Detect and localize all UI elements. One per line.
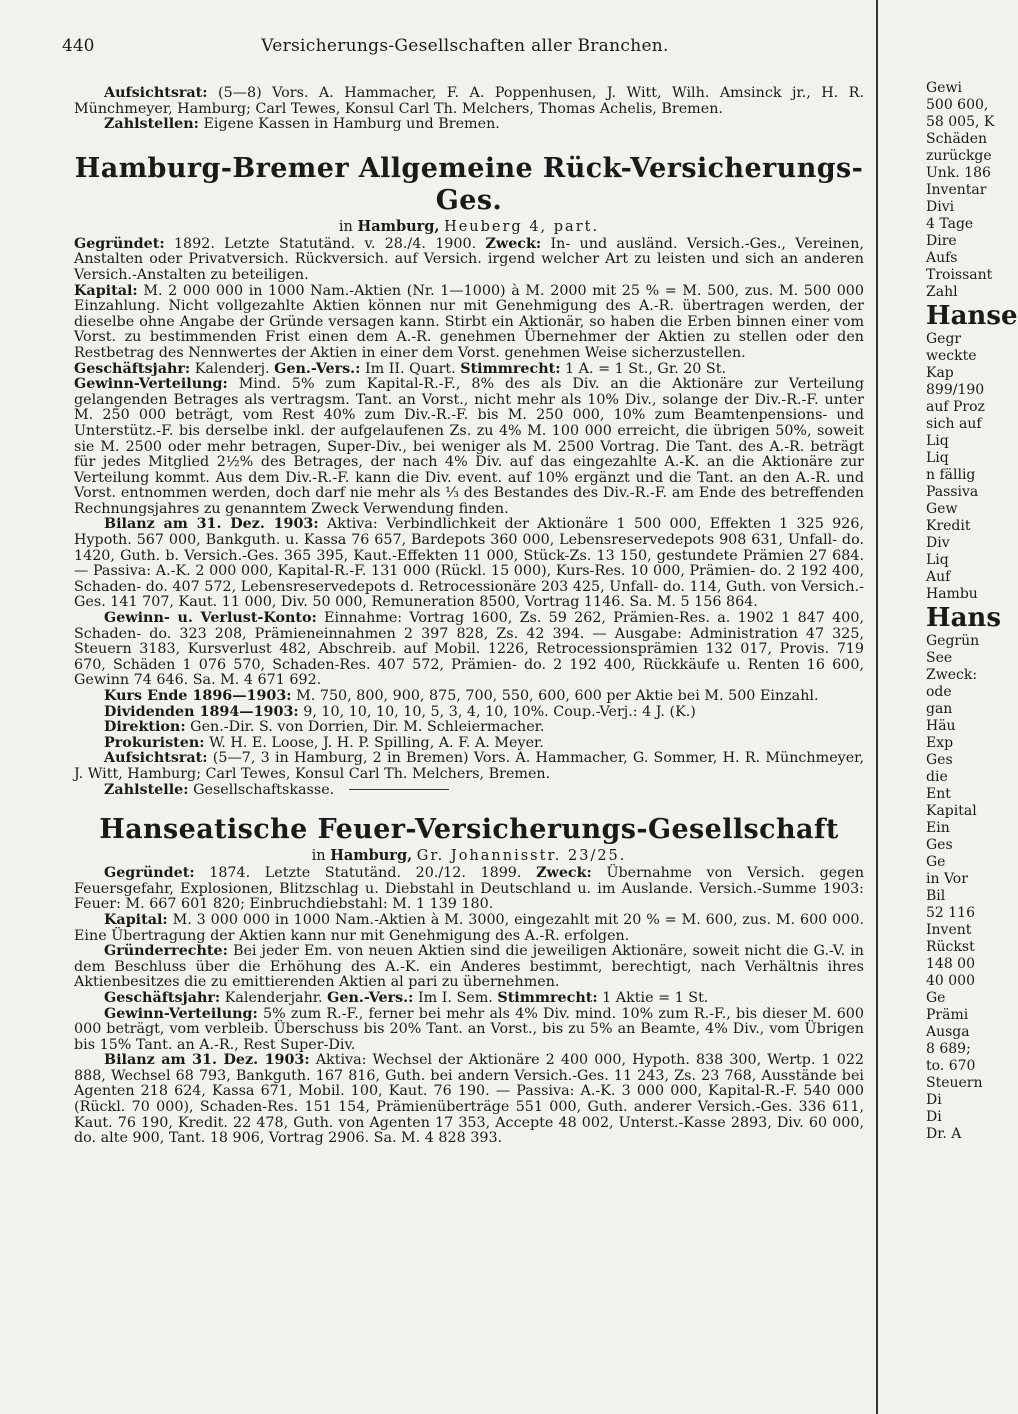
facing-page-line: ode (926, 684, 952, 700)
field-text: 1 A. = 1 St., Gr. 20 St. (565, 360, 727, 377)
field-label: Gen.-Vers.: (274, 360, 361, 377)
facing-page-line: Divi (926, 199, 955, 215)
company1-prokuristen (74, 736, 864, 752)
field-text: Im II. Quart. (364, 360, 456, 377)
field-label: Prokuristen: (104, 734, 205, 751)
company1-gegruendet (74, 237, 864, 284)
facing-page-line: auf Proz (926, 399, 985, 415)
field-label: Gewinn-Verteilung: (104, 1005, 258, 1022)
facing-page-line: Di (926, 1092, 942, 1108)
facing-page-line: Ausga (926, 1024, 970, 1040)
company2-gruenderrechte (74, 944, 864, 991)
field-label: Kapital: (74, 282, 138, 299)
field-text: Eigene Kassen in Hamburg und Bremen. (203, 116, 500, 133)
facing-page-line: Aufs (926, 250, 958, 266)
field-label: Gewinn- u. Verlust-Konto: (104, 610, 317, 627)
company2-gewinn (74, 1007, 864, 1054)
facing-page-line: to. 670 (926, 1058, 976, 1074)
field-text: 9, 10, 10, 10, 10, 5, 3, 4, 10, 10%. Coup.-Verj.: 4 J. (K.) (303, 703, 696, 720)
page-number: 440 (62, 36, 95, 56)
facing-page-line: Hanse (926, 301, 1018, 331)
field-text: Kalenderj. (194, 360, 270, 377)
facing-page-line: Liq (926, 433, 949, 449)
field-text: Übernahme von Versich. gegen Feuersgefahr, Explosionen, Blitzschlag u. Diebstahl in Deutschland u. im Auslande. Versich.-Summe 1903: Feuer: M. 667 601 820; Einbruchdiebstahl: M. 1 139 180. (74, 865, 865, 913)
facing-page-line: Troissant (926, 267, 993, 283)
company1-title: Hamburg-Bremer Allgemeine Rück-Versicherungs-Ges. (74, 152, 864, 216)
facing-page-line: zurückge (926, 148, 992, 164)
facing-page-line: Gewi (926, 80, 962, 96)
facing-page-line: Dr. A (926, 1126, 962, 1142)
facing-page-line: See (926, 650, 953, 666)
field-label: Stimmrecht: (460, 360, 561, 377)
facing-page-line: Di (926, 1109, 942, 1125)
field-label: Geschäftsjahr: (74, 360, 191, 377)
running-title: Versicherungs-Gesellschaften aller Branchen. (261, 36, 669, 56)
field-label: Zahlstellen: (104, 116, 199, 133)
field-label: Geschäftsjahr: (104, 989, 221, 1006)
facing-page-line: Inventar (926, 182, 987, 198)
field-label: Aufsichtsrat: (104, 85, 208, 101)
loc-city: Hamburg, (357, 217, 440, 235)
field-text: 5% zum R.-F., ferner bei mehr als 4% Div. mind. 10% zum R.-F., bis dieser M. 600 000 beträgt, vom verbleib. Überschuss bis 20% Tant. an Vorst., bis zu 5% an Beamte, 4% Div., vom Übrigen bis 15% Tant. an A.-R., Rest Super-Div. (74, 1005, 865, 1053)
company2-location (74, 848, 864, 864)
company1-guv (74, 611, 864, 689)
facing-page-line: Ge (926, 990, 946, 1006)
field-text: Im I. Sem. (417, 989, 493, 1006)
field-text: Gen.-Dir. S. von Dorrien, Dir. M. Schleiermacher. (190, 719, 545, 736)
field-label: Bilanz am 31. Dez. 1903: (104, 1052, 310, 1069)
field-label: Gegründet: (104, 865, 195, 882)
facing-page-line: Kap (926, 365, 954, 381)
facing-page-line: Exp (926, 735, 954, 751)
facing-page-line: 148 00 (926, 956, 975, 972)
company1-dividenden (74, 705, 864, 721)
main-column (74, 86, 864, 1147)
loc-street: Gr. Johannisstr. 23/25. (416, 848, 627, 865)
facing-page-line: 58 005, K (926, 114, 995, 130)
field-text: 1 Aktie = 1 St. (602, 989, 709, 1006)
facing-page-line: Dire (926, 233, 957, 249)
facing-page-line: 8 689; (926, 1041, 971, 1057)
facing-page-line: Gew (926, 501, 958, 517)
field-label: Dividenden 1894—1903: (104, 703, 299, 720)
facing-page-line: Liq (926, 552, 949, 568)
facing-page-line: 52 116 (926, 905, 975, 921)
field-label: Kurs Ende 1896—1903: (104, 688, 292, 704)
facing-page-line: Div (926, 535, 950, 551)
facing-page-line: Ge (926, 854, 946, 870)
page-header (62, 36, 868, 58)
field-text: In- und ausländ. Versich.-Ges., Vereinen, Anstalten oder Privatversich. Rückversich. auf Versich. irgend welcher Art zu leisten und sich an anderen Versich.-Anstalten zu beteiligen. (74, 235, 865, 283)
field-text: (5—7, 3 in Hamburg, 2 in Bremen) Vors. A. Hammacher, G. Sommer, H. R. Münchmeyer, J. Witt, Hamburg; Carl Tewes, Konsul Carl Th. Melchers, Bremen. (74, 750, 864, 782)
company2-title: Hanseatische Feuer-Versicherungs-Gesellschaft (99, 814, 839, 846)
page-gutter-line (876, 0, 878, 1414)
field-label: Stimmrecht: (497, 989, 598, 1006)
company1-geschaeftsjahr (74, 362, 864, 378)
company1-zahlstelle (74, 783, 864, 799)
field-text: Bei jeder Em. von neuen Aktien sind die jeweiligen Aktionäre, soweit nicht die G.-V. in dem Beschluss über die Erhöhung des A.-K. ein Anderes bestimmt, berechtigt, nach Verhältnis ihres Aktienbesitzes die zu emittierenden Aktien al pari zu übernehmen. (74, 943, 864, 991)
facing-page-line: n fällig (926, 467, 976, 483)
facing-page-line: 40 000 (926, 973, 975, 989)
field-text: W. H. E. Loose, J. H. P. Spilling, A. F. A. Meyer. (209, 734, 544, 751)
field-text: Aktiva: Wechsel der Aktionäre 2 400 000, Hypoth. 838 300, Wertp. 1 022 888, Wechsel 68 793, Bankguth. 167 816, Guth. bei andern Versich.-Ges. 11 243, Zs. 23 768, Ausstände bei Agenten 218 624, Kassa 671, Mobil. 100, Kaut. 76 190. — Passiva: A.-K. 3 000 000, Kapital-R.-F. 540 000 (Rückl. 70 000), Schaden-Res. 151 154, Prämienüberträge 551 000, Guth. anderer Versich.-Ges. 336 611, Kaut. 76 190, Kredit. 22 478, Guth. von Agenten 17 353, Accepte 48 002, Unterst.-Kasse 2893, Div. 60 000, do. alte 900, Tant. 18 906, Vortrag 2906. Sa. M. 4 828 393. (74, 1052, 865, 1147)
company1-gewinn (74, 377, 864, 517)
field-text: Aktiva: Verbindlichkeit der Aktionäre 1 500 000, Effekten 1 325 926, Hypoth. 567 000, Bankguth. u. Kassa 76 657, Bardepots 360 000, Lebensreservedepots 908 631, Unfall- do. 1420, Guth. b. Versich.-Ges. 365 395, Kaut.-Effekten 11 000, Stück-Zs. 13 150, gestundete Prämien 27 684. — Passiva: A.-K. 2 000 000, Kapital-R.-F. 131 000 (Rückl. 15 000), Kurs-Res. 10 000, Prämien- do. 2 192 400, Schaden- do. 407 572, Lebensreservedepots d. Retrocessionäre 203 425, Unfall- do. 114, Guth. von Versich.-Ges. 141 707, Kaut. 11 000, Div. 50 000, Remuneration 8500, Vortrag 1146. Sa. M. 5 156 864. (74, 516, 864, 611)
facing-page-line: Ges (926, 837, 953, 853)
facing-page-line: Rückst (926, 939, 975, 955)
field-text: M. 3 000 000 in 1000 Nam.-Aktien à M. 3000, eingezahlt mit 20 % = M. 600, zus. M. 600 000. Eine Übertragung der Aktien kann nur mit Genehmigung des A.-R. erfolgen. (74, 911, 864, 944)
field-text: (5—8) Vors. A. Hammacher, F. A. Poppenhusen, J. Witt, Wilh. Amsinck jr., H. R. Münchmeyer, Hamburg; Carl Tewes, Konsul Carl Th. Melchers, Thomas Achelis, Bremen. (74, 85, 864, 117)
facing-page-line: Zweck: (926, 667, 978, 683)
facing-page-line: 500 600, (926, 97, 989, 113)
field-label: Zweck: (536, 865, 592, 882)
facing-page-line: Prämi (926, 1007, 969, 1023)
company1-location (74, 219, 864, 235)
facing-page-line: weckte (926, 348, 977, 364)
field-label: Gewinn-Verteilung: (74, 376, 228, 393)
facing-page-line: Unk. 186 (926, 165, 991, 181)
field-label: Bilanz am 31. Dez. 1903: (104, 516, 319, 533)
facing-page-line: 4 Tage (926, 216, 974, 232)
facing-page-line: Hans (926, 603, 1001, 633)
company2-kapital (74, 913, 864, 944)
section-divider (349, 789, 449, 790)
facing-page-line: Steuern (926, 1075, 983, 1091)
facing-page-line: Ges (926, 752, 953, 768)
intro-zahlstellen (74, 117, 864, 133)
facing-page-line: Zahl (926, 284, 958, 300)
facing-page-line: Bil (926, 888, 946, 904)
facing-page-strip (926, 80, 1018, 1400)
field-label: Aufsichtsrat: (104, 750, 208, 767)
company1-kurs (74, 689, 864, 705)
field-label: Zweck: (485, 235, 542, 252)
field-text: Mind. 5% zum Kapital-R.-F., 8% des als Div. an die Aktionäre zur Verteilung gelangenden Betrages als vertragsm. Tant. an Vorst., nicht mehr als 10% Div., solange der Div.-R.-F. unter M. 250 000 beträgt, vom Rest 40% zum Div.-R.-F. bis M. 250 000, 10% zum Beamtenpensions- und Unterstütz.-F. bis derselbe inkl. der aufgelaufenen Zs. zu 4% M. 100 000 erreicht, die übrigen 50%, soweit sie M. 2500 oder mehr betragen, Super-Div., bei weniger als M. 2500 Vortrag. Die Tant. des A.-R. beträgt für jedes Mitglied 2½% des Betrages, der nach 4% Div. auf das eingezahlte A.-K. an die Aktionäre zur Verteilung kommt. Aus dem Div.-R.-F. kann die Div. event. auf 10% ergänzt und die Tant. an den A.-R. und Vorst. entnommen werden, doch darf nie mehr als ⅓ des Bestandes des Div.-R.-F. am Ende des betreffenden Rechnungsjahres zu genanntem Zweck Verwendung finden. (74, 376, 864, 517)
facing-page-line: Ent (926, 786, 951, 802)
company1-aufsichtsrat (74, 751, 864, 782)
facing-page-line: Schäden (926, 131, 988, 147)
facing-page-line: Ein (926, 820, 950, 836)
facing-page-line: Kredit (926, 518, 971, 534)
facing-page-line: Passiva (926, 484, 979, 500)
company2-gegruendet (74, 866, 864, 913)
company2-bilanz (74, 1053, 864, 1147)
loc-prefix: in (338, 218, 353, 235)
facing-page-line: Invent (926, 922, 972, 938)
loc-city: Hamburg, (330, 847, 413, 865)
facing-page-line: in Vor (926, 871, 968, 887)
facing-page-line: 899/190 (926, 382, 985, 398)
facing-page-line: Hambu (926, 586, 978, 602)
company1-direktion (74, 720, 864, 736)
intro-aufsichtsrat (74, 86, 864, 117)
facing-page-line: Gegrün (926, 633, 980, 649)
field-text: Kalenderjahr. (224, 989, 323, 1006)
field-text: M. 750, 800, 900, 875, 700, 550, 600, 600 per Aktie bei M. 500 Einzahl. (296, 688, 819, 704)
field-text: Einnahme: Vortrag 1600, Zs. 59 262, Prämien-Res. a. 1902 1 847 400, Schaden- do. 323 208, Prämieneinnahmen 2 397 828, Zs. 42 394. — Ausgabe: Administration 47 325, Steuern 3183, Kursverlust 482, Abschreib. auf Mobil. 1226, Retrocessionsprämien 132 017, Provis. 719 670, Schäden 1 076 570, Schaden-Res. 407 572, Prämien- do. 2 192 400, Rückkäufe u. Renten 16 600, Gewinn 74 646. Sa. M. 4 671 692. (74, 610, 865, 689)
facing-page-line: Gegr (926, 331, 962, 347)
company1-kapital (74, 284, 864, 362)
field-label: Gegründet: (74, 235, 165, 252)
company1-bilanz (74, 517, 864, 611)
loc-prefix: in (311, 848, 326, 865)
field-label: Kapital: (104, 911, 168, 928)
field-label: Zahlstelle: (104, 781, 189, 798)
field-text: M. 2 000 000 in 1000 Nam.-Aktien (Nr. 1—1000) à M. 2000 mit 25 % = M. 500, zus. M. 500 000 Einzahlung. Nicht vollgezahlte Aktien können nur mit Genehmigung des A.-R. übertragen werden, der dieselbe ohne Angabe der Gründe versagen kann. Stirbt ein Aktionär, so haben die Erben binnen einer vom Vorst. zu bestimmenden Frist einen dem A.-R. genehmen Übernehmer der Aktien zu stellen oder den Restbetrag des Nennwertes der Aktien in einer dem Vorst. genehmen Weise sicherzustellen. (74, 282, 864, 361)
field-label: Gen.-Vers.: (327, 989, 414, 1006)
facing-page-line: sich auf (926, 416, 982, 432)
facing-page-line: Liq (926, 450, 949, 466)
field-text: Gesellschaftskasse. (193, 781, 335, 798)
loc-street: Heuberg 4, part. (444, 218, 600, 235)
field-label: Gründerrechte: (104, 943, 228, 960)
facing-page-line: Kapital (926, 803, 977, 819)
field-label: Direktion: (104, 719, 186, 736)
facing-page-line: gan (926, 701, 953, 717)
field-text: 1874. Letzte Statutänd. 20./12. 1899. (209, 865, 522, 882)
company2-geschaeftsjahr (74, 991, 864, 1007)
field-text: 1892. Letzte Statutänd. v. 28./4. 1900. (173, 235, 477, 252)
facing-page-line: Häu (926, 718, 956, 734)
facing-page-line: Auf (926, 569, 951, 585)
facing-page-line: die (926, 769, 948, 785)
